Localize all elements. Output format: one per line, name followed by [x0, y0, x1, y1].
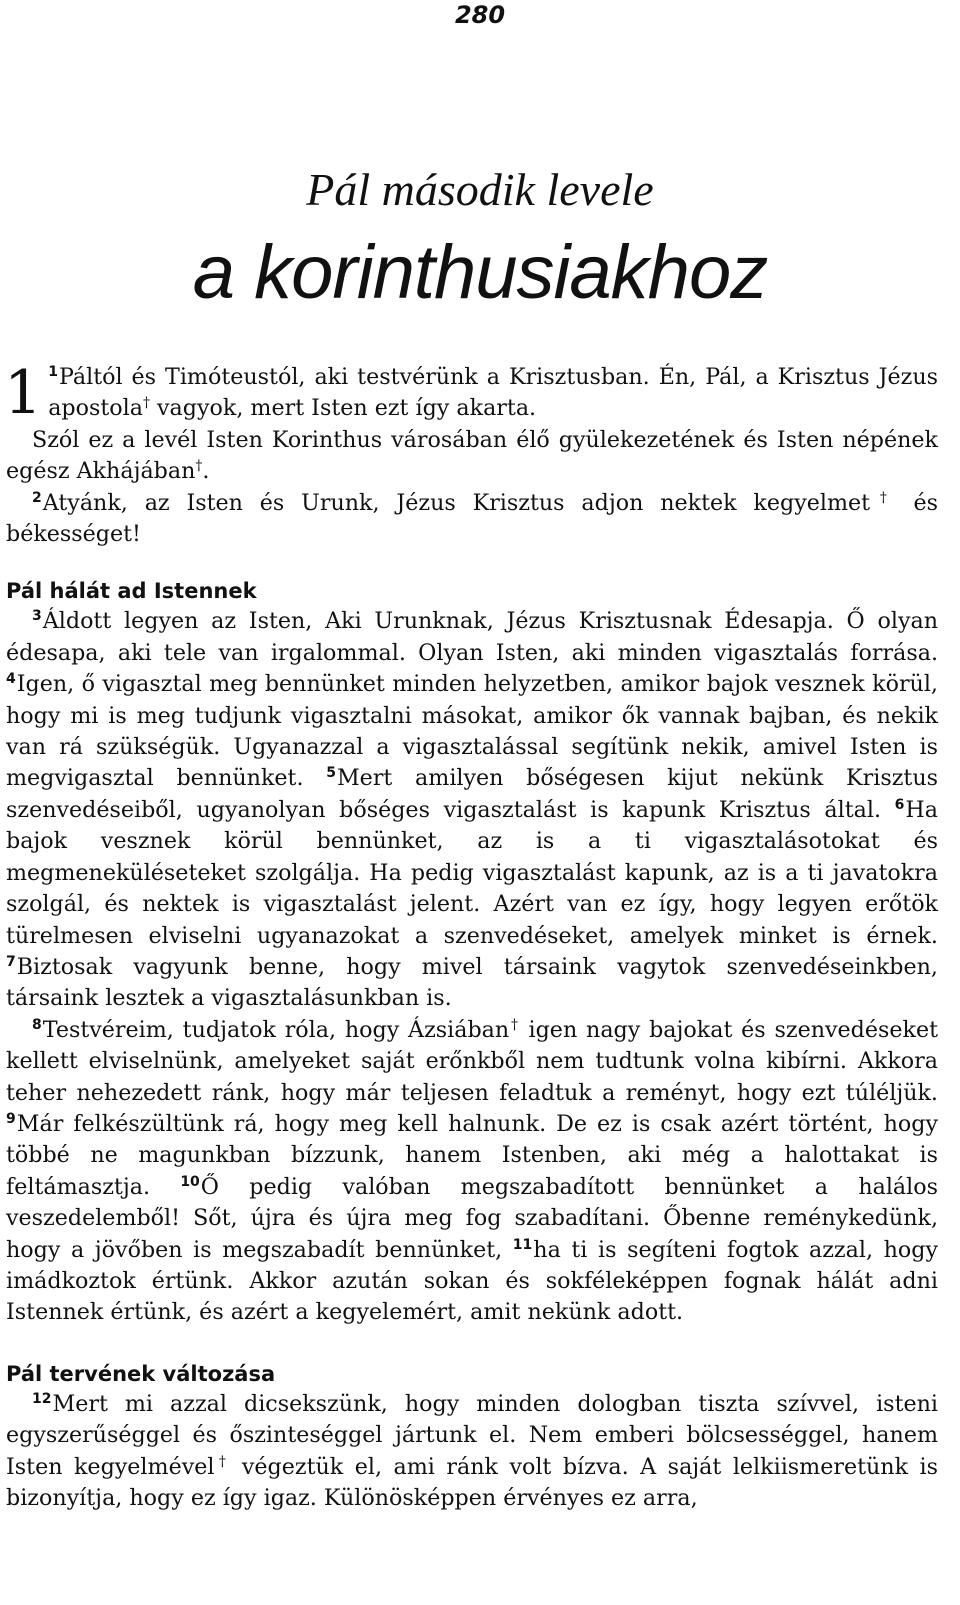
footnote-dagger: † — [509, 1016, 520, 1033]
verse-text: Szól ez a levél Isten Korinthus városában élő gyülekezetének és Isten népének egész Akhájában — [6, 426, 938, 485]
verse-text: Testvéreim, tudjatok róla, hogy Ázsiában — [42, 1016, 510, 1043]
verse-text: Atyánk, az Isten és Urunk, Jézus Krisztus adjon nektek kegyelmet — [42, 489, 871, 516]
text-body — [4, 358, 939, 1514]
book-title-line-2: a korinthusiakhoz — [192, 230, 768, 315]
verse-text: ha ti is segíteni fogtok azzal, hogy imádkoztok értünk. Akkor azután sokan és sokféleképpen fognak hálát adni Istennek értünk, és azért a kegyelemért, amit nekünk adott. — [6, 1236, 938, 1326]
verse-text: Áldott legyen az Isten, Aki Urunknak, Jézus Krisztusnak Édesapja. Ő olyan édesapa, aki tele van irgalommal. Olyan Isten, aki minden vigasztalás forrása. — [6, 608, 938, 666]
verse-text: Ha bajok vesznek körül bennünket, az is a ti vigasztalásotokat és megmeneküléseteket szolgálja. Ha pedig vigasztalást kapunk, az is a ti javatokra szolgál, és nektek is vigasztalást jelent. Azért van ez így, hogy legyen erőtök türelmesen elviselni ugyanazokat a szenvedéseket, amelyek minket is érnek. — [6, 796, 938, 949]
verse-text: és békességet! — [6, 489, 939, 548]
verse-number: 12 — [32, 1390, 52, 1407]
footnote-dagger: † — [870, 489, 897, 506]
verse-number: 5 — [326, 765, 336, 782]
footnote-dagger: † — [142, 395, 150, 412]
page-number: 280 — [454, 1, 506, 29]
verse-paragraph-12 — [6, 1389, 938, 1515]
verse-paragraph-1 — [4, 358, 938, 428]
chapter-number: 1 — [4, 358, 43, 428]
verse-number: 10 — [180, 1173, 200, 1190]
verse-number: 7 — [6, 953, 16, 970]
verse-text: Mert amilyen bőségesen kijut nekünk Krisztus szenvedéseiből, ugyanolyan bőséges vigasztalást is kapunk Krisztus által. — [6, 765, 938, 823]
section-heading: Pál hálát ad Istennek — [6, 579, 257, 604]
verse-number: 9 — [6, 1110, 16, 1127]
book-title-line-1: Pál második levele — [306, 164, 654, 215]
verse-number: 3 — [32, 608, 42, 625]
footnote-dagger: † — [195, 458, 203, 475]
verse-number: 1 — [48, 364, 58, 380]
verse-text: végeztük el, ami ránk volt bízva. A saját lelkiismeretünk is bizonyítja, hogy ez így igaz. Különösképpen érvényes ez arra, — [6, 1453, 939, 1511]
verse-number: 11 — [512, 1236, 533, 1253]
verse-number: 4 — [6, 671, 16, 688]
footnote-dagger: † — [214, 1453, 231, 1470]
verse-text: Ő pedig valóban megszabadított bennünket a halálos veszedelemből! Sőt, újra és újra meg fog szabadítani. Őbenne reménykedünk, hogy a jövőben is megszabadít bennünket, — [6, 1173, 938, 1263]
section-heading: Pál tervének változása — [6, 1361, 276, 1386]
verse-number: 6 — [894, 796, 905, 813]
verse-paragraph-1b — [6, 425, 938, 488]
verse-paragraph-8 — [6, 1015, 938, 1329]
verse-text: igen nagy bajokat és szenvedéseket kellett elviselnünk, amelyeket saját erőnkből nem tudtunk volna kibírni. Akkora teher nehezedett ránk, hogy már teljesen feladtuk a reményt, hogy ezt túléljük. — [6, 1016, 938, 1106]
verse-paragraph-3 — [6, 606, 938, 1014]
verse-text: Páltól és Timóteustól, aki testvérünk a Krisztusban. Én, Pál, a Krisztus Jézus apostola — [48, 364, 938, 422]
verse-number: 8 — [32, 1016, 42, 1033]
verse-text: Biztosak vagyunk benne, hogy mivel társaink vagytok szenvedéseinkben, társaink lesztek a vigasztalásunkban is. — [6, 953, 938, 1012]
verse-text: . — [202, 458, 210, 485]
verse-text: Igen, ő vigasztal meg bennünket minden helyzetben, amikor bajok vesznek körül, hogy mi is meg tudjunk vigasztalni másokat, amikor ők vannak bajban, és nekik van rá szükségük. Ugyanazzal a vigasztalással segítünk nekik, amivel Isten is megvigasztal bennünket. — [6, 671, 938, 792]
verse-text: Mert mi azzal dicsekszünk, hogy minden dologban tiszta szívvel, isteni egyszerűséggel és őszinteséggel jártunk el. Nem emberi bölcsességgel, hanem Isten kegyelmével — [6, 1390, 938, 1480]
verse-text: vagyok, mert Isten ezt így akarta. — [149, 395, 537, 422]
verse-paragraph-2 — [6, 488, 938, 551]
verse-number: 2 — [32, 489, 42, 506]
verse-text: Már felkészültünk rá, hogy meg kell halnunk. De ez is csak azért történt, hogy többé ne magunkban bízzunk, hanem Istenben, aki még a halottakat is feltámasztja. — [6, 1110, 938, 1200]
